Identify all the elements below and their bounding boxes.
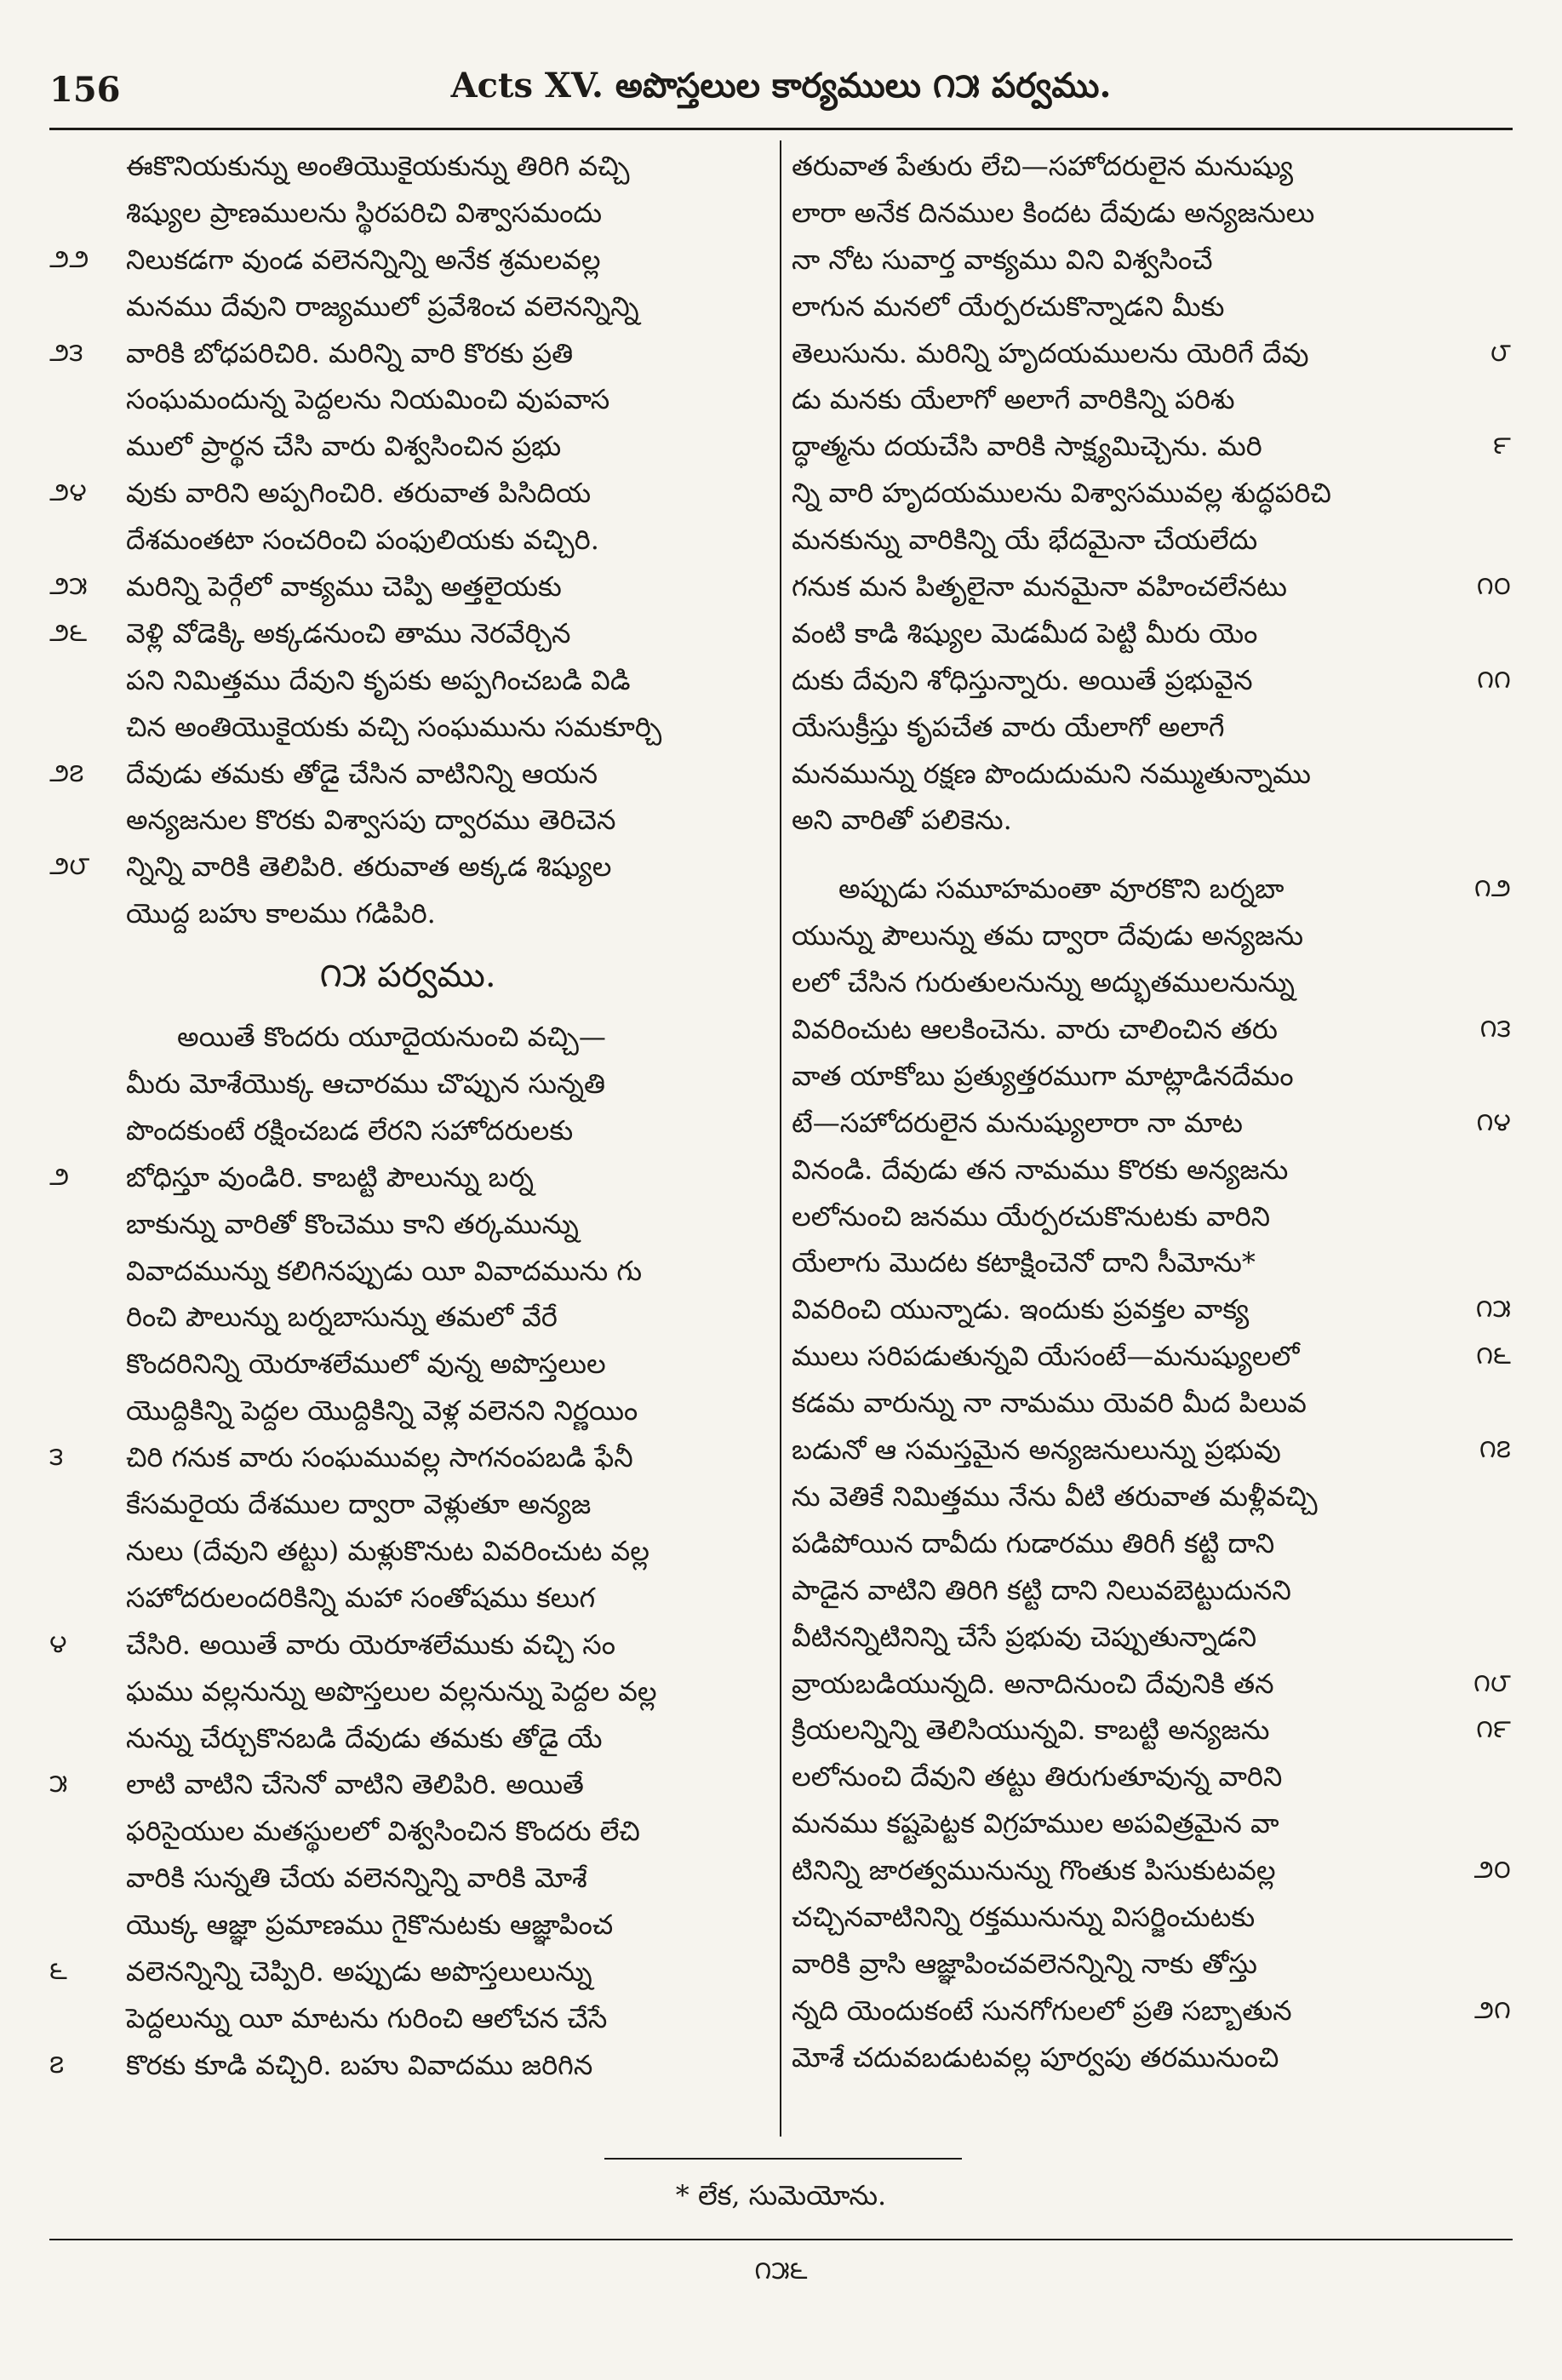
running-title: Acts XV. అపొస్తలుల కార్యములు ౧౫ పర్వము. bbox=[450, 65, 1112, 106]
verse-number: ౨ bbox=[49, 1161, 70, 1192]
line-text: తరువాత పేతురు లేచి—సహోదరులైన మనుష్యు bbox=[792, 150, 1293, 182]
text-line bbox=[792, 797, 1511, 844]
line-text: బాకున్ను వారితో కొంచెము కాని తర్కమున్ను bbox=[126, 1207, 579, 1240]
verse-number: ౨౩ bbox=[49, 337, 83, 368]
text-line bbox=[792, 1333, 1511, 1380]
line-text: నిలుకడగా వుండ వలెనన్నిన్ని అనేక శ్రమలవల్ల bbox=[126, 243, 601, 276]
text-line bbox=[792, 1100, 1511, 1147]
text-line bbox=[792, 143, 1511, 190]
text-line bbox=[49, 1715, 766, 1762]
right-column-paragraph-1 bbox=[792, 143, 1511, 844]
line-text: మరిన్ని పెర్గేలో వాక్యము చెప్పి అత్తలైయకు bbox=[126, 570, 562, 604]
text-line bbox=[49, 470, 766, 517]
line-text: వివరించుట ఆలకించెను. వారు చాలించిన తరు bbox=[792, 1013, 1278, 1046]
text-line bbox=[792, 1847, 1511, 1894]
text-line bbox=[49, 1014, 766, 1061]
text-line bbox=[49, 890, 766, 937]
line-text: వంటి కాడి శిష్యుల మెడమీద పెట్టి మీరు యెం bbox=[792, 616, 1258, 649]
text-line bbox=[49, 330, 766, 377]
line-text: దుకు దేవుని శోధిస్తున్నారు. అయితే ప్రభువైన bbox=[792, 663, 1253, 696]
text-line bbox=[792, 1006, 1511, 1053]
verse-number: ౨౬ bbox=[49, 617, 88, 648]
verse-number: ౨౨ bbox=[49, 243, 89, 274]
text-line bbox=[792, 866, 1511, 913]
text-line bbox=[49, 1855, 766, 1902]
text-line bbox=[49, 1995, 766, 2042]
text-line bbox=[49, 1948, 766, 1995]
verse-number: ౧౨ bbox=[1473, 873, 1511, 904]
text-line bbox=[49, 1248, 766, 1295]
text-line bbox=[792, 283, 1511, 330]
line-text: ములు సరిపడుతున్నవి యేసంటే—మనుష్యులలో bbox=[792, 1340, 1300, 1373]
chapter-heading: ౧౫ పర్వము. bbox=[319, 956, 496, 996]
verse-number: ౧౭ bbox=[1479, 1434, 1511, 1465]
line-text: చేసిరి. అయితే వారు యెరూశలేముకు వచ్చి సం bbox=[126, 1628, 615, 1661]
text-line bbox=[49, 1575, 766, 1622]
text-line bbox=[49, 1061, 766, 1107]
line-text: రించి పౌలున్ను బర్నబాసున్ను తమలో వేరే bbox=[126, 1301, 558, 1334]
line-text: ఈకొనియకున్ను అంతియొకైయకున్ను తిరిగి వచ్చి bbox=[126, 150, 630, 182]
verse-number: ౩ bbox=[49, 1442, 64, 1473]
line-text: నా నోట సువార్త వాక్యము విని విశ్వసించే bbox=[792, 243, 1213, 276]
text-line bbox=[49, 1668, 766, 1715]
signature-mark: ౧౫౬ bbox=[754, 2256, 808, 2286]
line-text: గనుక మన పితృలైనా మనమైనా వహించలేనటు bbox=[792, 570, 1287, 604]
text-line bbox=[792, 1614, 1511, 1661]
line-text: శిష్యుల ప్రాణములను స్థిరపరిచి విశ్వాసమందు bbox=[126, 196, 603, 229]
text-line bbox=[792, 610, 1511, 657]
text-line bbox=[49, 1201, 766, 1248]
verse-number: ౧౦ bbox=[1476, 571, 1511, 602]
line-text: లలో చేసిన గురుతులనున్ను అద్భుతములనున్ను bbox=[792, 966, 1295, 999]
text-line bbox=[49, 1294, 766, 1341]
page-header bbox=[49, 60, 1513, 119]
left-column-chapter-14-text bbox=[49, 143, 766, 937]
line-text: వాత యాకోబు ప్రత్యుత్తరముగా మాట్లాడినదేమం bbox=[792, 1059, 1294, 1092]
line-text: వారికి సున్నతి చేయ వలెనన్నిన్ని వారికి మోశే bbox=[126, 1862, 587, 1895]
right-column-paragraph-2 bbox=[792, 866, 1511, 2080]
left-column bbox=[49, 143, 766, 2089]
verse-number: ౧౮ bbox=[1473, 1668, 1511, 1698]
line-text: యున్ను పౌలున్ను తమ ద్వారా దేవుడు అన్యజను bbox=[792, 919, 1304, 953]
line-text: యొక్క ఆజ్ఞా ప్రమాణము గైకొనుటకు ఆజ్ఞాపించ bbox=[126, 1908, 614, 1942]
text-line bbox=[792, 1193, 1511, 1240]
line-text: లారా అనేక దినముల కిందట దేవుడు అన్యజనులు bbox=[792, 196, 1315, 229]
line-text: వివాదమున్ను కలిగినప్పుడు యీ వివాదమును గు bbox=[126, 1254, 643, 1287]
text-line bbox=[49, 237, 766, 283]
line-text: వారికి వ్రాసి ఆజ్ఞాపించవలెనన్నిన్ని నాకు తోస్తు bbox=[792, 1947, 1257, 1980]
text-line bbox=[792, 959, 1511, 1006]
text-line bbox=[792, 1894, 1511, 1941]
line-text: లాటి వాటిని చేసెనో వాటిని తెలిపిరి. అయితే bbox=[126, 1768, 584, 1801]
line-text: ఫరిసైయుల మతస్థులలో విశ్వసించిన కొందరు లేచి bbox=[126, 1815, 640, 1848]
text-line bbox=[49, 423, 766, 470]
text-line bbox=[792, 237, 1511, 283]
footnote-rule bbox=[604, 2158, 962, 2160]
text-line bbox=[49, 1341, 766, 1387]
line-text: వినండి. దేవుడు తన నామము కొరకు అన్యజను bbox=[792, 1153, 1289, 1186]
text-line bbox=[49, 1902, 766, 1948]
line-text: కేసమరైయ దేశముల ద్వారా వెళ్లుతూ అన్యజ bbox=[126, 1488, 592, 1521]
text-line bbox=[792, 1520, 1511, 1567]
verse-number: ౧౬ bbox=[1476, 1341, 1511, 1371]
paragraph-gap bbox=[792, 844, 1511, 866]
line-text: యొద్ద బహు కాలము గడిపిరి. bbox=[126, 897, 436, 930]
verse-number: ౧౪ bbox=[1476, 1107, 1511, 1137]
line-text: సంఘమందున్న పెద్దలను నియమించి వుపవాస bbox=[126, 383, 610, 416]
page-number: 156 bbox=[49, 69, 121, 110]
line-text: చచ్చినవాటినిన్ని రక్తమునున్ను విసర్జించుటకు bbox=[792, 1900, 1256, 1933]
verse-number: ౭ bbox=[49, 2049, 65, 2080]
verse-number: ౫ bbox=[49, 1769, 68, 1799]
text-line bbox=[792, 423, 1511, 470]
line-text: లాగున మనలో యేర్పరచుకొన్నాడని మీకు bbox=[792, 289, 1225, 323]
text-line bbox=[792, 564, 1511, 610]
line-text: ద్ధాత్మను దయచేసి వారికి సాక్ష్యమిచ్చెను. మరి bbox=[792, 430, 1262, 463]
line-text: నున్ను చేర్చుకొనబడి దేవుడు తమకు తోడై యే bbox=[126, 1721, 603, 1754]
line-text: మనమున్ను రక్షణ పొందుదుమని నమ్ముతున్నాము bbox=[792, 757, 1311, 790]
text-line bbox=[792, 1286, 1511, 1333]
line-text: వలెనన్నిన్ని చెప్పిరి. అప్పుడు అపొస్తలులున్ను bbox=[126, 1954, 592, 1988]
line-text: క్రియలన్నిన్ని తెలిసియున్నవి. కాబట్టి అన్యజను bbox=[792, 1713, 1270, 1747]
text-line bbox=[49, 1622, 766, 1668]
line-text: తెలుసును. మరిన్ని హృదయములను యెరిగే దేవు bbox=[792, 336, 1309, 369]
line-text: యేసుక్రీస్తు కృపచేత వారు యేలాగో అలాగే bbox=[792, 710, 1225, 743]
text-line bbox=[792, 657, 1511, 704]
bottom-rule bbox=[49, 2239, 1513, 2240]
line-text: ను వెతికే నిమిత్తము నేను వీటి తరువాత మళ్లీవచ్చి bbox=[792, 1479, 1318, 1513]
line-text: వీటినన్నిటినిన్ని చేసే ప్రభువు చెప్పుతున్నాడని bbox=[792, 1620, 1257, 1653]
line-text: టే—సహోదరులైన మనుష్యులారా నా మాట bbox=[792, 1106, 1243, 1139]
line-text: పొందకుంటే రక్షించబడ లేరని సహోదరులకు bbox=[126, 1113, 574, 1147]
line-text: ఘము వల్లనున్ను అపొస్తలుల వల్లనున్ను పెద్దల వల్ల bbox=[126, 1674, 657, 1708]
line-text: అప్పుడు సమూహమంతా వూరకొని బర్నబా bbox=[838, 872, 1285, 906]
text-line bbox=[49, 1808, 766, 1855]
verse-number: ౧౧ bbox=[1477, 664, 1511, 695]
header-rule bbox=[49, 128, 1513, 130]
text-line bbox=[792, 470, 1511, 517]
line-text: చిరి గనుక వారు సంఘమువల్ల సాగనంపబడి ఫేనీ bbox=[126, 1441, 633, 1474]
verse-number: ౨౪ bbox=[49, 478, 87, 508]
text-line bbox=[49, 844, 766, 890]
line-text: వుకు వారిని అప్పగించిరి. తరువాత పిసిదియ bbox=[126, 477, 592, 510]
text-line bbox=[792, 1427, 1511, 1473]
line-text: మీరు మోశేయొక్క ఆచారము చొప్పున సున్నతి bbox=[126, 1067, 605, 1101]
text-line bbox=[49, 564, 766, 610]
line-text: కొరకు కూడి వచ్చిరి. బహు వివాదము జరిగిన bbox=[126, 2048, 593, 2081]
line-text: పాడైన వాటిని తిరిగి కట్టి దాని నిలువబెట్టుదునని bbox=[792, 1573, 1291, 1606]
text-line bbox=[792, 1754, 1511, 1800]
text-line bbox=[792, 1053, 1511, 1100]
line-text: ములో ప్రార్థన చేసి వారు విశ్వసించిన ప్రభు bbox=[126, 430, 562, 463]
line-text: నులు (దేవుని తట్టు) మళ్లుకొనుట వివరించుట వల్ల bbox=[126, 1534, 649, 1567]
text-line bbox=[792, 751, 1511, 798]
text-line bbox=[792, 1800, 1511, 1847]
line-text: లలోనుంచి జనము యేర్పరచుకొనుటకు వారిని bbox=[792, 1199, 1271, 1233]
line-text: అన్యజనుల కొరకు విశ్వాసపు ద్వారము తెరిచెన bbox=[126, 804, 616, 837]
text-line bbox=[792, 1661, 1511, 1708]
footnote: * లేక, సుమెయోను. bbox=[675, 2179, 887, 2211]
verse-number: ౨౭ bbox=[49, 758, 84, 788]
text-line bbox=[49, 1154, 766, 1201]
text-line bbox=[792, 913, 1511, 959]
line-text: అయితే కొందరు యూదైయనుంచి వచ్చి— bbox=[177, 1021, 606, 1054]
text-line bbox=[792, 1988, 1511, 2034]
text-line bbox=[49, 1107, 766, 1154]
text-line bbox=[792, 190, 1511, 237]
text-line bbox=[792, 2034, 1511, 2081]
text-line bbox=[49, 143, 766, 190]
text-line bbox=[49, 610, 766, 657]
line-text: బడునో ఆ సమస్తమైన అన్యజనులున్ను ప్రభువు bbox=[792, 1433, 1281, 1467]
line-text: దేశమంతటా సంచరించి పంఫులియకు వచ్చిరి. bbox=[126, 523, 599, 557]
line-text: యేలాగు మొదట కటాక్షించెనో దాని సీమోను* bbox=[792, 1246, 1256, 1279]
line-text: టినిన్ని జారత్వమునున్ను గొంతుక పిసుకుటవల్ల bbox=[792, 1854, 1276, 1887]
verse-number: ౧౩ bbox=[1479, 1014, 1511, 1044]
text-line bbox=[49, 2042, 766, 2089]
line-text: మోశే చదువబడుటవల్ల పూర్వపు తరమునుంచి bbox=[792, 2040, 1279, 2074]
text-line bbox=[49, 1481, 766, 1528]
line-text: మనకున్ను వారికిన్ని యే భేదమైనా చేయలేదు bbox=[792, 523, 1258, 557]
line-text: డు మనకు యేలాగో అలాగే వారికిన్ని పరిశు bbox=[792, 383, 1235, 416]
line-text: మనము కష్టపెట్టక విగ్రహముల అపవిత్రమైన వా bbox=[792, 1807, 1279, 1840]
verse-number: ౪ bbox=[49, 1628, 67, 1659]
verse-number: ౯ bbox=[1493, 431, 1511, 461]
line-text: మనము దేవుని రాజ్యములో ప్రవేశించ వలెనన్నిన్ని bbox=[126, 289, 639, 323]
line-text: పడిపోయిన దావీదు గుడారము తిరిగీ కట్టి దాని bbox=[792, 1526, 1275, 1559]
text-line bbox=[49, 517, 766, 564]
text-line bbox=[792, 1707, 1511, 1754]
line-text: వివరించి యున్నాడు. ఇందుకు ప్రవక్తల వాక్య bbox=[792, 1293, 1250, 1326]
line-text: వారికి బోధపరిచిరి. మరిన్ని వారి కొరకు ప్రతి bbox=[126, 336, 574, 369]
left-column-chapter-15-text bbox=[49, 1014, 766, 2088]
text-line bbox=[49, 751, 766, 798]
text-line bbox=[792, 1380, 1511, 1427]
line-text: వెళ్లి వోడెక్కి అక్కడనుంచి తాము నెరవేర్చిన bbox=[126, 616, 571, 649]
line-text: పని నిమిత్తము దేవుని కృపకు అప్పగించబడి విడి bbox=[126, 663, 631, 696]
line-text: వ్రాయబడియున్నది. అనాదినుంచి దేవునికి తన bbox=[792, 1667, 1274, 1700]
verse-number: ౧౯ bbox=[1476, 1714, 1511, 1745]
line-text: న్నిన్ని వారికి తెలిపిరి. తరువాత అక్కడ శిష్యుల bbox=[126, 850, 612, 884]
line-text: సహోదరులందరికిన్ని మహా సంతోషము కలుగ bbox=[126, 1581, 596, 1614]
verse-number: ౧౫ bbox=[1475, 1294, 1511, 1324]
text-line bbox=[792, 517, 1511, 564]
text-line bbox=[49, 704, 766, 751]
line-text: కడమ వారున్ను నా నామము యెవరి మీద పిలువ bbox=[792, 1387, 1307, 1420]
line-text: యొద్దికిన్ని పెద్దల యొద్దికిన్ని వెళ్ల వలెనని నిర్ణయిం bbox=[126, 1394, 638, 1427]
verse-number: ౮ bbox=[1490, 337, 1511, 368]
right-column bbox=[792, 143, 1511, 2081]
text-line bbox=[49, 283, 766, 330]
column-divider bbox=[780, 140, 781, 2137]
line-text: కొందరినిన్ని యెరూశలేములో వున్న అపొస్తలుల bbox=[126, 1347, 606, 1381]
line-text: లలోనుంచి దేవుని తట్టు తిరుగుతూవున్న వారిని bbox=[792, 1760, 1283, 1794]
line-text: అని వారితో పలికెను. bbox=[792, 804, 1012, 837]
line-text: న్నది యెందుకంటే సునగోగులలో ప్రతి సబ్బాతున bbox=[792, 1994, 1292, 2027]
text-line bbox=[792, 1941, 1511, 1988]
line-text: పెద్దలున్ను యీ మాటను గురించి ఆలోచన చేసే bbox=[126, 2001, 608, 2034]
text-line bbox=[792, 1147, 1511, 1193]
text-line bbox=[49, 797, 766, 844]
text-line bbox=[792, 1567, 1511, 1614]
text-line bbox=[49, 1528, 766, 1575]
text-line bbox=[792, 1239, 1511, 1286]
verse-number: ౨౦ bbox=[1473, 1855, 1511, 1885]
verse-number: ౬ bbox=[49, 1955, 67, 1986]
text-line bbox=[49, 1761, 766, 1808]
text-line bbox=[792, 376, 1511, 423]
text-line bbox=[792, 330, 1511, 377]
text-line bbox=[49, 1434, 766, 1481]
line-text: బోధిస్తూ వుండిరి. కాబట్టి పౌలున్ను బర్న bbox=[126, 1160, 534, 1193]
line-text: న్ని వారి హృదయములను విశ్వాసమువల్ల శుద్ధపరిచి bbox=[792, 477, 1331, 510]
text-line bbox=[792, 704, 1511, 751]
text-line bbox=[49, 1387, 766, 1434]
text-line bbox=[792, 1473, 1511, 1520]
text-line bbox=[49, 190, 766, 237]
verse-number: ౨౫ bbox=[49, 571, 88, 602]
verse-number: ౨౮ bbox=[49, 851, 90, 882]
text-line bbox=[49, 657, 766, 704]
line-text: దేవుడు తమకు తోడై చేసిన వాటినిన్ని ఆయన bbox=[126, 757, 598, 790]
verse-number: ౨౧ bbox=[1473, 1994, 1511, 2025]
text-line bbox=[49, 376, 766, 423]
line-text: చిన అంతియొకైయకు వచ్చి సంఘమును సమకూర్చి bbox=[126, 710, 662, 743]
